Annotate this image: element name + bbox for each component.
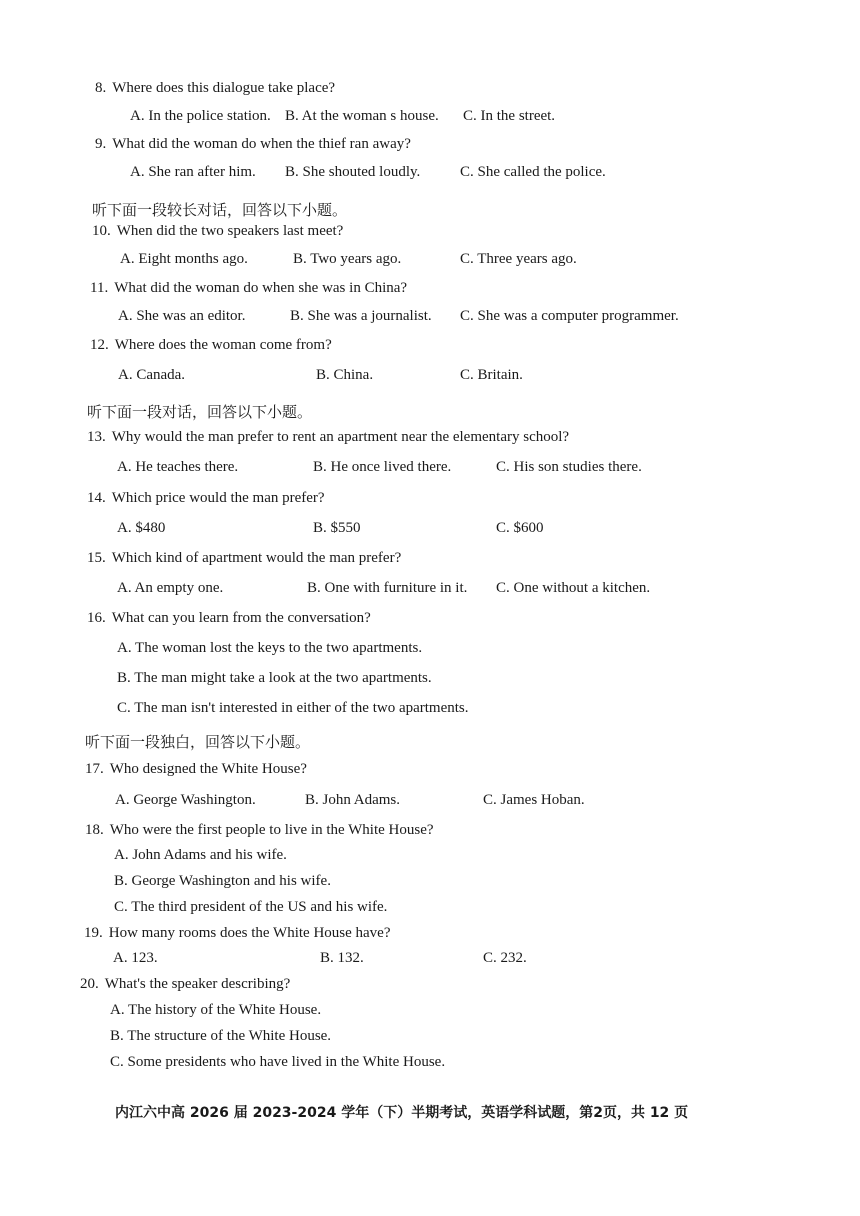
question-number: 9. bbox=[95, 136, 107, 152]
option-c: C. 232. bbox=[483, 950, 527, 966]
question-14 bbox=[87, 490, 325, 507]
question-text: What's the speaker describing? bbox=[104, 976, 291, 992]
option-a: A. 123. bbox=[113, 950, 158, 966]
option-c: C. She was a computer programmer. bbox=[460, 308, 679, 324]
option-c: C. In the street. bbox=[463, 108, 556, 124]
option-b: B. $550 bbox=[313, 520, 361, 536]
option-a: A. Canada. bbox=[118, 367, 186, 383]
question-number: 14. bbox=[87, 490, 106, 506]
question-text: What can you learn from the conversation? bbox=[111, 610, 371, 626]
question-number: 12. bbox=[90, 337, 109, 353]
question-text: Which price would the man prefer? bbox=[111, 490, 325, 506]
option-b: B. One with furniture in it. bbox=[307, 580, 468, 596]
question-text: Who were the first people to live in the White House? bbox=[109, 822, 434, 838]
option-c: C. Three years ago. bbox=[460, 251, 577, 267]
question-13 bbox=[87, 429, 569, 446]
option-b: B. At the woman s house. bbox=[285, 108, 439, 124]
question-number: 17. bbox=[85, 761, 104, 777]
option-a: A. She ran after him. bbox=[130, 164, 256, 180]
question-text: How many rooms does the White House have? bbox=[108, 925, 391, 941]
question-number: 16. bbox=[87, 610, 106, 626]
question-text: Who designed the White House? bbox=[109, 761, 307, 777]
question-number: 18. bbox=[85, 822, 104, 838]
question-10 bbox=[92, 223, 343, 240]
question-text: Where does the woman come from? bbox=[114, 337, 332, 353]
option-c: C. His son studies there. bbox=[496, 459, 642, 475]
option-a: A. In the police station. bbox=[130, 108, 271, 124]
section-instruction-dialogue: 听下面一段对话，回答以下小题。 bbox=[87, 403, 313, 421]
option-b: B. He once lived there. bbox=[313, 459, 452, 475]
option-a: A. The history of the White House. bbox=[110, 1002, 322, 1018]
question-17 bbox=[85, 761, 307, 778]
question-text: What did the woman do when she was in China? bbox=[114, 280, 408, 296]
question-9 bbox=[95, 136, 411, 153]
option-b: B. George Washington and his wife. bbox=[114, 873, 331, 889]
question-text: Why would the man prefer to rent an apartment near the elementary school? bbox=[111, 429, 570, 445]
option-b: B. The man might take a look at the two apartments. bbox=[117, 670, 432, 686]
section-instruction-long-dialogue: 听下面一段较长对话，回答以下小题。 bbox=[92, 201, 348, 219]
question-number: 10. bbox=[92, 223, 111, 239]
question-12 bbox=[90, 337, 332, 354]
option-b: B. Two years ago. bbox=[293, 251, 402, 267]
option-c: C. She called the police. bbox=[460, 164, 606, 180]
option-a: A. She was an editor. bbox=[118, 308, 246, 324]
option-a: A. $480 bbox=[117, 520, 166, 536]
option-c: C. The third president of the US and his wife. bbox=[114, 899, 388, 915]
option-b: B. 132. bbox=[320, 950, 364, 966]
question-number: 15. bbox=[87, 550, 106, 566]
option-c: C. Some presidents who have lived in the White House. bbox=[110, 1054, 446, 1070]
option-c: C. Britain. bbox=[460, 367, 523, 383]
option-a: A. An empty one. bbox=[117, 580, 224, 596]
question-16 bbox=[87, 610, 371, 627]
question-number: 20. bbox=[80, 976, 99, 992]
option-c: C. One without a kitchen. bbox=[496, 580, 651, 596]
section-instruction-monologue: 听下面一段独白，回答以下小题。 bbox=[85, 733, 311, 751]
option-a: A. The woman lost the keys to the two apartments. bbox=[117, 640, 423, 656]
option-b: B. John Adams. bbox=[305, 792, 401, 808]
question-11 bbox=[90, 280, 407, 297]
option-b: B. She was a journalist. bbox=[290, 308, 432, 324]
question-20 bbox=[80, 976, 290, 993]
option-b: B. The structure of the White House. bbox=[110, 1028, 332, 1044]
question-text: What did the woman do when the thief ran away? bbox=[112, 136, 411, 152]
question-number: 13. bbox=[87, 429, 106, 445]
option-b: B. She shouted loudly. bbox=[285, 164, 421, 180]
option-c: C. $600 bbox=[496, 520, 544, 536]
question-8 bbox=[95, 80, 335, 97]
question-18 bbox=[85, 822, 434, 839]
option-a: A. He teaches there. bbox=[117, 459, 239, 475]
question-number: 19. bbox=[84, 925, 103, 941]
question-15 bbox=[87, 550, 401, 567]
question-text: Which kind of apartment would the man prefer? bbox=[111, 550, 402, 566]
page-footer: 内江六中高 2026 届 2023-2024 学年（下）半期考试，英语学科试题，第2页，共 12 页 bbox=[115, 1105, 689, 1121]
option-c: C. The man isn't interested in either of the two apartments. bbox=[117, 700, 469, 716]
option-a: A. Eight months ago. bbox=[120, 251, 248, 267]
question-number: 8. bbox=[95, 80, 107, 96]
option-c: C. James Hoban. bbox=[483, 792, 585, 808]
question-number: 11. bbox=[90, 280, 109, 296]
option-a: A. John Adams and his wife. bbox=[114, 847, 287, 863]
option-b: B. China. bbox=[316, 367, 374, 383]
option-a: A. George Washington. bbox=[115, 792, 256, 808]
question-19 bbox=[84, 925, 391, 942]
question-text: Where does this dialogue take place? bbox=[112, 80, 336, 96]
question-text: When did the two speakers last meet? bbox=[116, 223, 344, 239]
